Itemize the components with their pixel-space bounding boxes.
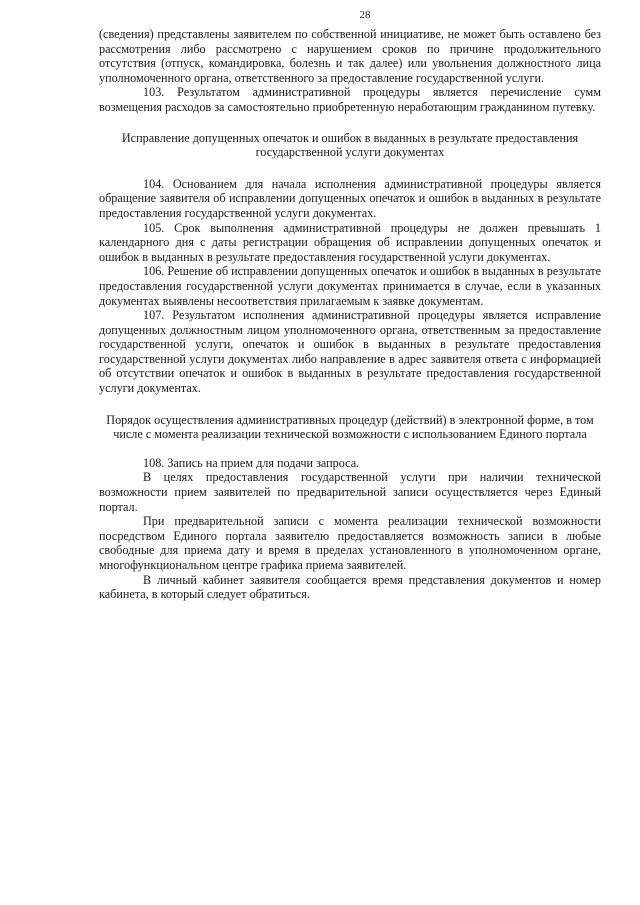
document-body (99, 27, 601, 602)
spacer (99, 160, 601, 177)
paragraph: 106. Решение об исправлении допущенных опечаток и ошибок в выданных в результате предоставления государственной услуги документах принимается в случае, если в указанных документах выявлены несоответствия прилагаемым к заявке документам. (99, 264, 601, 308)
section-heading: Порядок осуществления административных процедур (действий) в электронной форме, в том числе с момента реализации технической возможности с использованием Единого портала (106, 412, 594, 442)
paragraph: (сведения) представлены заявителем по собственной инициативе, не может быть оставлено без рассмотрения либо рассмотрено с нарушением сроков по причине продолжительного отсутствия (отпуск, командировка, болезнь и так далее) или увольнения должностного лица уполномоченного органа, ответственного за предоставление государственной услуги. (99, 27, 601, 85)
spacer (99, 396, 601, 413)
spacer (99, 115, 601, 131)
paragraph: При предварительной записи с момента реализации технической возможности посредством Единого портала заявителю предоставляется возможность записи в любые свободные для приема дату и время в пределах установленного в уполномоченном органе, многофункциональном центре графика приема заявителей. (99, 514, 601, 572)
page-number: 28 (359, 9, 371, 21)
paragraph: В личный кабинет заявителя сообщается время представления документов и номер кабинета, в который следует обратиться. (99, 572, 601, 602)
paragraph: 104. Основанием для начала исполнения административной процедуры является обращение заявителя об исправлении допущенных опечаток и ошибок в выданных в результате предоставления государственной услуги документах. (99, 176, 601, 220)
paragraph: 103. Результатом административной процедуры является перечисление сумм возмещения расходов за самостоятельно приобретенную неработающим гражданином путевку. (99, 85, 601, 114)
section-heading: Исправление допущенных опечаток и ошибок в выданных в результате предоставления государственной услуги документах (121, 130, 579, 160)
paragraph: 105. Срок выполнения административной процедуры не должен превышать 1 календарного дня с даты регистрации обращения об исправлении допущенных опечаток и ошибок в выданных в результате предоставления государственной услуги документах. (99, 220, 601, 264)
paragraph: В целях предоставления государственной услуги при наличии технической возможности прием заявителей по предварительной записи осуществляется через Единый портал. (99, 470, 601, 514)
spacer (99, 442, 601, 456)
paragraph: 108. Запись на прием для подачи запроса. (143, 455, 360, 470)
paragraph: 107. Результатом исполнения административной процедуры является исправление допущенных должностным лицом уполномоченного органа, ответственным за предоставление государственной услуги, опечаток и ошибок в выданных в результате предоставления государственной услуги документах либо направление в адрес заявителя ответа с информацией об отсутствии опечаток и ошибок в выданных в результате предоставления государственной услуги документах. (99, 308, 601, 396)
